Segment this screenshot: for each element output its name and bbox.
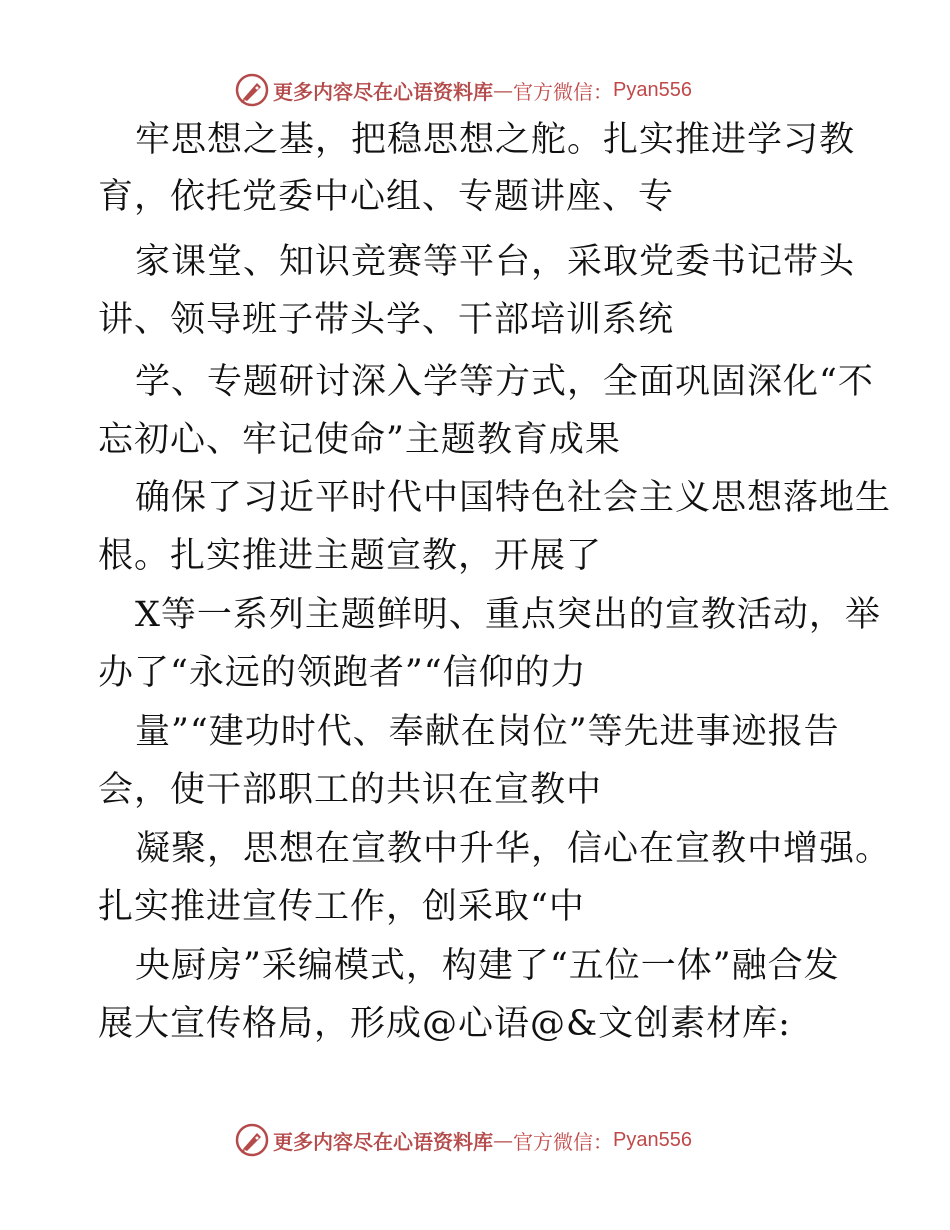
body-line: 会，使干部职工的共识在宣教中 [98, 770, 603, 810]
header-banner [235, 72, 692, 108]
fountain-pen-logo-icon [235, 1123, 269, 1157]
body-line: 根。扎实推进主题宣教，开展了 [98, 536, 603, 576]
body-line: 家课堂、知识竞赛等平台，采取党委书记带头 [135, 242, 856, 282]
body-line: 育，依托党委中心组、专题讲座、专 [98, 177, 675, 217]
body-line: 忘初心、牢记使命”主题教育成果 [98, 420, 621, 460]
body-line: 确保了习近平时代中国特色社会主义思想落地生 [135, 478, 892, 518]
body-line: 牢思想之基，把稳思想之舵。扎实推进学习教 [135, 120, 856, 160]
footer-banner [235, 1122, 692, 1158]
banner-library-text: 更多内容尽在心语资料库 [273, 79, 493, 104]
fountain-pen-logo-icon [235, 73, 269, 107]
banner-library-text: 更多内容尽在心语资料库 [273, 1129, 493, 1154]
body-line: X等一系列主题鲜明、重点突出的宣教活动，举 [135, 595, 881, 635]
body-line: 办了“永远的领跑者”“信仰的力 [98, 653, 587, 693]
banner-dash: — [493, 78, 513, 102]
body-line: 凝聚，思想在宣教中升华，信心在宣教中增强。 [135, 829, 892, 869]
body-line: 学、专题研讨深入学等方式，全面巩固深化“不 [135, 362, 874, 402]
banner-wechat-label: 官方微信： [513, 79, 613, 104]
banner-wechat-id: Pyan556 [613, 78, 692, 101]
banner-wechat-id: Pyan556 [613, 1128, 692, 1151]
body-line: 讲、领导班子带头学、干部培训系统 [98, 300, 675, 340]
body-line: 央厨房”采编模式，构建了“五位一体”融合发 [135, 946, 840, 986]
body-line: 量”“建功时代、奉献在岗位”等先进事迹报告 [135, 712, 840, 752]
banner-dash: — [493, 1128, 513, 1152]
body-line: 展大宣传格局，形成@心语@&文创素材库: [98, 1004, 791, 1044]
banner-wechat-label: 官方微信： [513, 1129, 613, 1154]
body-line: 扎实推进宣传工作，创采取“中 [98, 887, 585, 927]
